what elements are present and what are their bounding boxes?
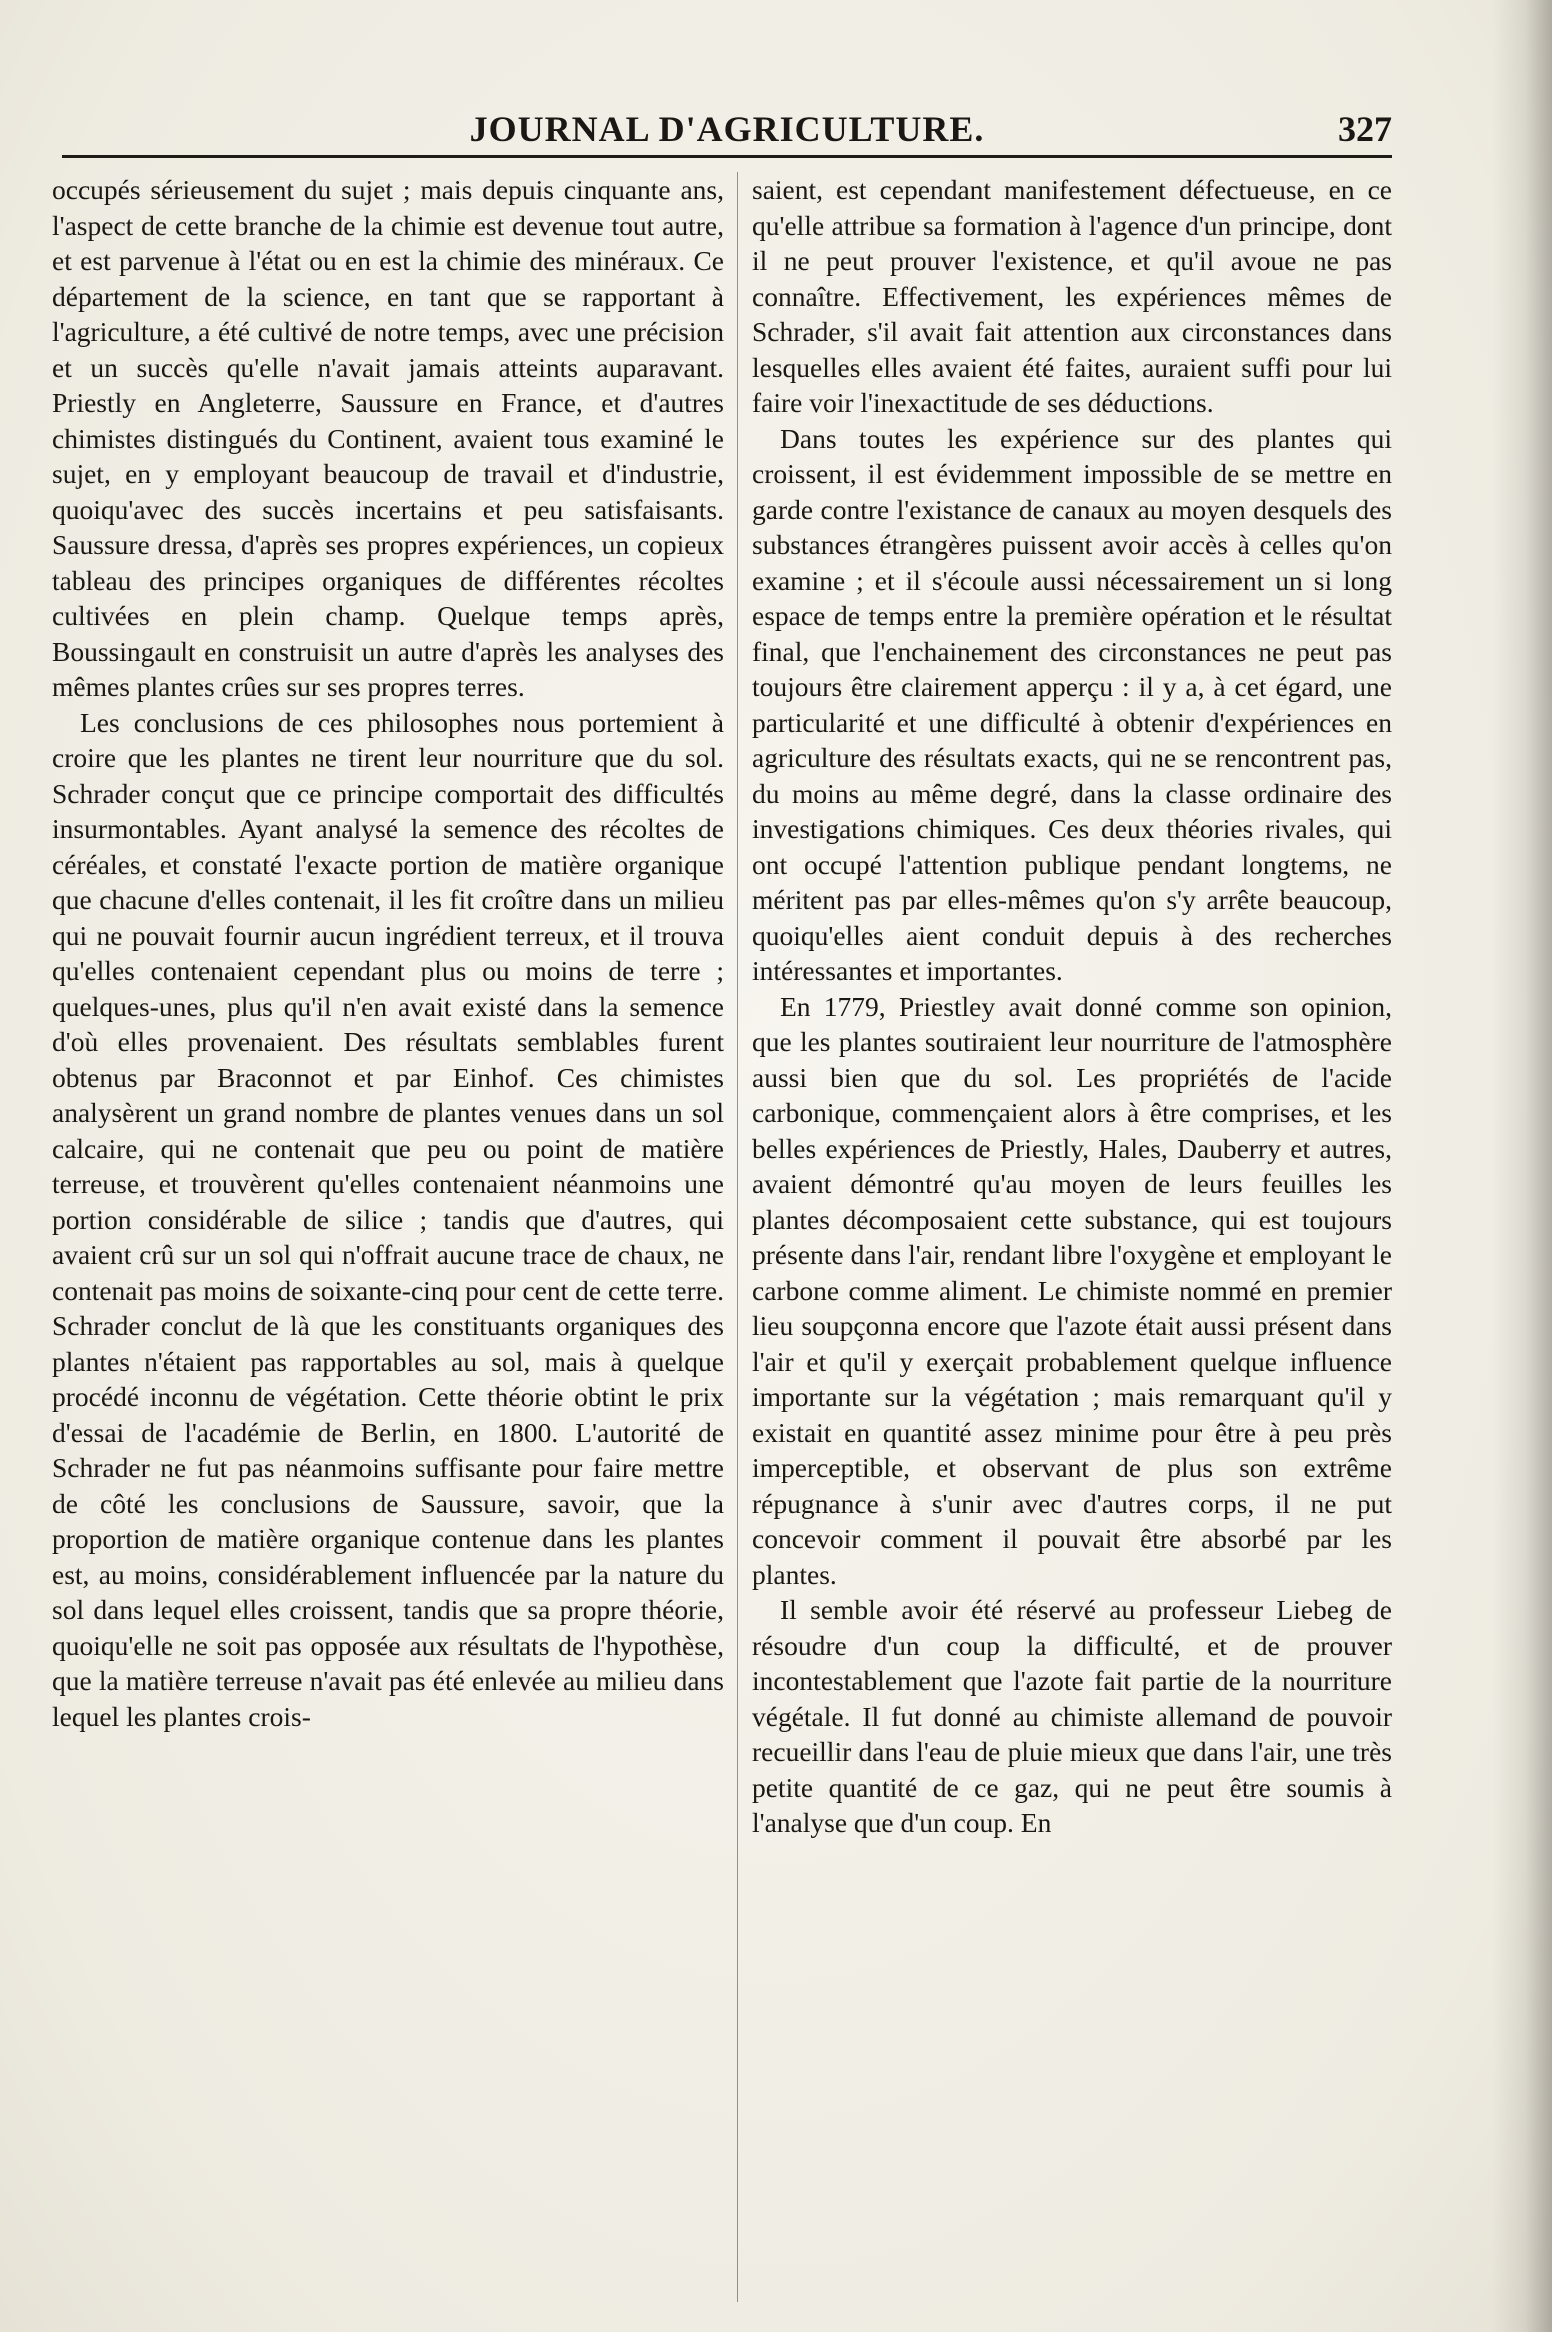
page-header <box>62 108 1392 152</box>
right-column <box>752 172 1392 2312</box>
right-paragraph-2: Dans toutes les expérience sur des plantes qui croissent, il est évidemment impossible de se mettre en garde contre l'existance de canaux au moyen desquels des substances étrangères puissent avoir accès à celles qu'on examine ; et il s'écoule aussi nécessairement un si long espace de temps entre la première opération et le résultat final, que l'enchainement des circonstances ne peut pas toujours être clairement apperçu : il y a, à cet égard, une particularité et une difficulté à obtenir d'expériences en agriculture des résultats exacts, qui ne se rencontrent pas, du moins au même degré, dans la classe ordinaire des investigations chimiques. Ces deux théories rivales, qui ont occupé l'attention publique pendant longtems, ne méritent pas par elles-mêmes qu'on s'y arrête beaucoup, quoiqu'elles aient conduit depuis à des recherches intéressantes et importantes. <box>752 422 1392 986</box>
left-paragraph-2: Les conclusions de ces philosophes nous portemient à croire que les plantes ne tirent leur nourriture que du sol. Schrader conçut que ce principe comportait des difficultés insurmontables. Ayant analysé la semence des récoltes de céréales, et constaté l'exacte portion de matière organique que chacune d'elles contenait, il les fit croître dans un milieu qui ne pouvait fournir aucun ingrédient terreux, et il trouva qu'elles contenaient cependant plus ou moins de terre ; quelques-unes, plus qu'il n'en avait existé dans la semence d'où elles provenaient. Des résultats semblables furent obtenus par Braconnot et par Einhof. Ces chimistes analysèrent un grand nombre de plantes venues dans un sol calcaire, qui ne contenait que peu ou point de matière terreuse, et trouvèrent qu'elles contenaient néanmoins une portion considérable de silice ; tandis que d'autres, qui avaient crû sur un sol qui n'offrait aucune trace de chaux, ne contenait pas moins de soixante-cinq pour cent de cette terre. Schrader conclut de là que les constituants organiques des plantes n'étaient pas rapportables au sol, mais à quelque procédé inconnu de végétation. Cette théorie obtint le prix d'essai de l'académie de Berlin, en 1800. L'autorité de Schrader ne fut pas néanmoins suffisante pour faire mettre de côté les conclusions de Saussure, savoir, que la proportion de matière organique contenue dans les plantes est, au moins, considérablement influencée par la nature du sol dans lequel elles croissent, tandis que sa propre théorie, quoiqu'elle ne soit pas opposée aux résultats de l'hypothèse, que la matière terreuse n'avait pas été enlevée au milieu dans lequel les plantes crois- <box>52 706 724 1732</box>
page-edge-shadow <box>1492 0 1552 2332</box>
running-title: JOURNAL D'AGRICULTURE. <box>469 109 985 149</box>
left-paragraph-1: occupés sérieusement du sujet ; mais depuis cinquante ans, l'aspect de cette branche de la chimie est devenue tout autre, et est parvenue à l'état ou en est la chimie des minéraux. Ce département de la science, en tant que se rapportant à l'agriculture, a été cultivé de notre temps, avec une précision et un succès qu'elle n'avait jamais atteints auparavant. Priestly en Angleterre, Saussure en France, et d'autres chimistes distingués du Continent, avaient tous examiné le sujet, en y employant beaucoup de travail et d'industrie, quoiqu'avec des succès incertains et peu satisfaisants. Saussure dressa, d'après ses propres expériences, un copieux tableau des principes organiques de différentes récoltes cultivées en plein champ. Quelque temps après, Boussingault en construisit un autre d'après les analyses des mêmes plantes crûes sur ses propres terres. <box>52 174 724 702</box>
page-number: 327 <box>1338 109 1392 149</box>
header-rule <box>62 155 1392 158</box>
right-paragraph-4: Il semble avoir été réservé au professeur Liebeg de résoudre d'un coup la difficulté, et de prouver incontestablement que l'azote fait partie de la nourriture végétale. Il fut donné au chimiste allemand de pouvoir recueillir dans l'eau de pluie mieux que dans l'air, une très petite quantité de ce gaz, qui ne peut être soumis à l'analyse que d'un coup. En <box>752 1594 1392 1838</box>
right-paragraph-3: En 1779, Priestley avait donné comme son opinion, que les plantes soutiraient leur nourriture de l'atmosphère aussi bien que du sol. Les propriétés de l'acide carbonique, commençaient alors à être comprises, et les belles expériences de Priestly, Hales, Dauberry et autres, avaient démontré qu'au moyen de leurs feuilles les plantes décomposaient cette substance, qui est toujours présente dans l'air, rendant libre l'oxygène et employant le carbone comme aliment. Le chimiste nommé en premier lieu soupçonna encore que l'azote était aussi présent dans l'air et qu'il y exerçait probablement quelque influence importante sur la végétation ; mais remarquant qu'il y existait en quantité assez minime pour être à peu près imperceptible, et observant de plus son extrême répugnance à s'unir avec d'autres corps, il ne put concevoir comment il pouvait être absorbé par les plantes. <box>752 990 1392 1590</box>
right-paragraph-1: saient, est cependant manifestement défectueuse, en ce qu'elle attribue sa formation à l'agence d'un principe, dont il ne peut prouver l'existence, et qu'il avoue ne pas connaître. Effectivement, les expériences mêmes de Schrader, s'il avait fait attention aux circonstances dans lesquelles elles avaient été faites, auraient suffi pour lui faire voir l'inexactitude de ses déductions. <box>752 174 1392 418</box>
column-divider <box>737 172 738 2302</box>
left-column <box>52 172 724 2312</box>
